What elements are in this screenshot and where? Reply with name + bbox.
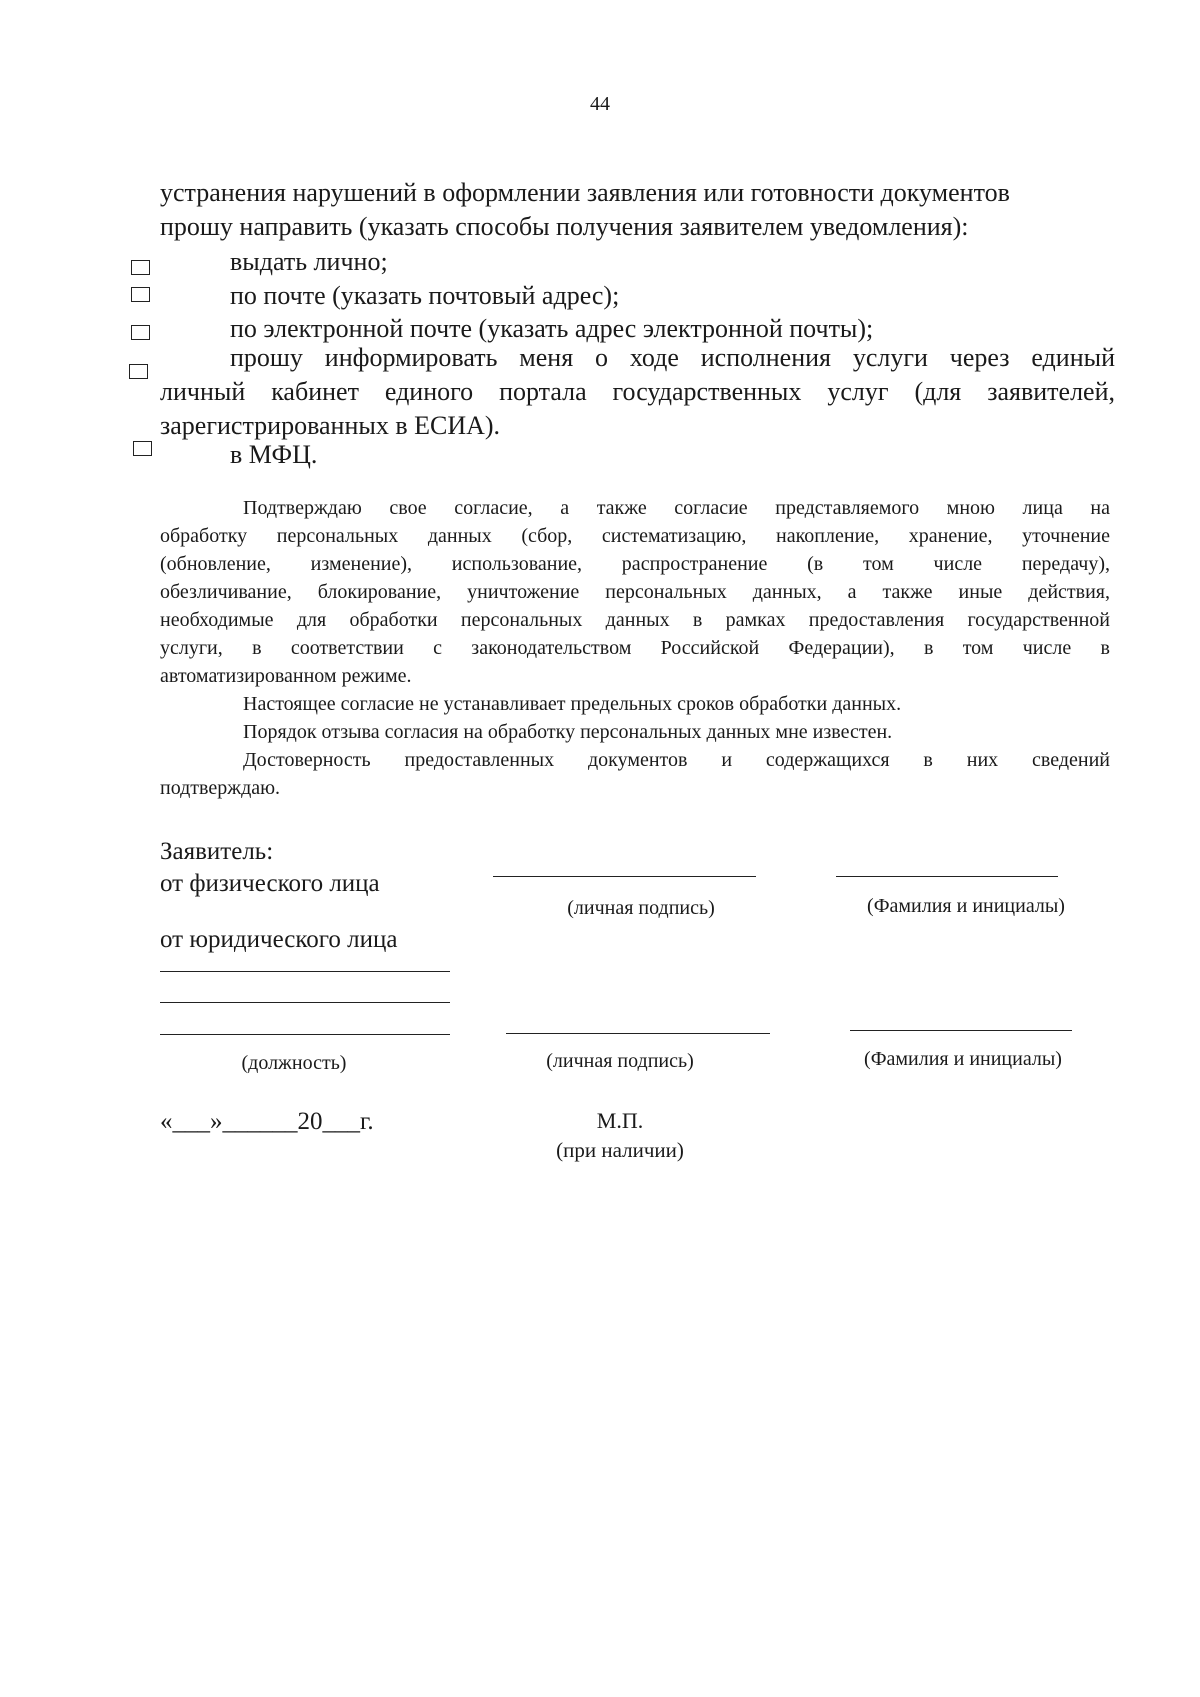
- stamp-label: М.П.: [596, 1108, 644, 1133]
- page-number: 44: [590, 93, 610, 115]
- withdrawal-text: Порядок отзыва согласия на обработку персональных данных мне известен.: [243, 721, 893, 743]
- position-hint: (должность): [241, 1052, 347, 1074]
- checkbox-mfc[interactable]: [133, 441, 152, 456]
- option-in-person: выдать лично;: [230, 247, 388, 276]
- checkbox-by-email[interactable]: [131, 325, 150, 340]
- individual-label: от физического лица: [160, 870, 380, 897]
- consent-line: услуги, в соответствии с законодательством Российской Федерации), в том числе в: [160, 637, 1110, 659]
- consent-paragraph: [160, 494, 1110, 802]
- no-limit-text: Настоящее согласие не устанавливает предельных сроков обработки данных.: [243, 693, 902, 715]
- consent-line: необходимые для обработки персональных данных в рамках предоставления государственной: [160, 609, 1110, 631]
- option-by-email: по электронной почте (указать адрес электронной почты);: [230, 314, 874, 343]
- checkbox-portal[interactable]: [129, 364, 148, 379]
- legal-name-hint: (Фамилия и инициалы): [864, 1048, 1062, 1070]
- intro-line-2: прошу направить (указать способы получения заявителем уведомления):: [160, 212, 969, 241]
- consent-line: автоматизированном режиме.: [160, 665, 412, 687]
- reliability-line-2: подтверждаю.: [160, 777, 281, 799]
- option-mfc: в МФЦ.: [230, 440, 318, 469]
- legal-signature-line[interactable]: [506, 1033, 770, 1034]
- position-line-1[interactable]: [160, 971, 450, 972]
- checkbox-by-mail[interactable]: [131, 287, 150, 302]
- legal-signature-hint: (личная подпись): [546, 1050, 694, 1072]
- checkbox-in-person[interactable]: [131, 260, 150, 275]
- individual-signature-line[interactable]: [493, 876, 756, 877]
- option-portal-line-3: зарегистрированных в ЕСИА).: [160, 411, 501, 440]
- option-portal-line-2: личный кабинет единого портала государственных услуг (для заявителей,: [160, 377, 1115, 406]
- position-line-3[interactable]: [160, 1034, 450, 1035]
- individual-name-hint: (Фамилия и инициалы): [867, 895, 1065, 917]
- date-line[interactable]: «___»______20___г.: [160, 1108, 374, 1135]
- consent-line: Подтверждаю свое согласие, а также согласие представляемого мною лица на: [243, 497, 1110, 519]
- stamp-note: (при наличии): [556, 1138, 684, 1162]
- consent-line: (обновление, изменение), использование, распространение (в том числе передачу),: [160, 553, 1110, 575]
- reliability-line-1: Достоверность предоставленных документов и содержащихся в них сведений: [243, 749, 1110, 771]
- legal-name-line[interactable]: [850, 1030, 1072, 1031]
- legal-entity-label: от юридического лица: [160, 926, 398, 953]
- consent-line: обезличивание, блокирование, уничтожение персональных данных, а также иные действия,: [160, 581, 1110, 603]
- applicant-label: Заявитель:: [160, 838, 274, 865]
- individual-name-line[interactable]: [836, 876, 1058, 877]
- consent-line: обработку персональных данных (сбор, систематизацию, накопление, хранение, уточнение: [160, 525, 1110, 547]
- option-portal-line-1: прошу информировать меня о ходе исполнения услуги через единый: [230, 343, 1115, 372]
- intro-line-1: устранения нарушений в оформлении заявления или готовности документов: [160, 178, 1010, 207]
- position-line-2[interactable]: [160, 1002, 450, 1003]
- individual-signature-hint: (личная подпись): [567, 897, 715, 919]
- option-by-mail: по почте (указать почтовый адрес);: [230, 281, 620, 310]
